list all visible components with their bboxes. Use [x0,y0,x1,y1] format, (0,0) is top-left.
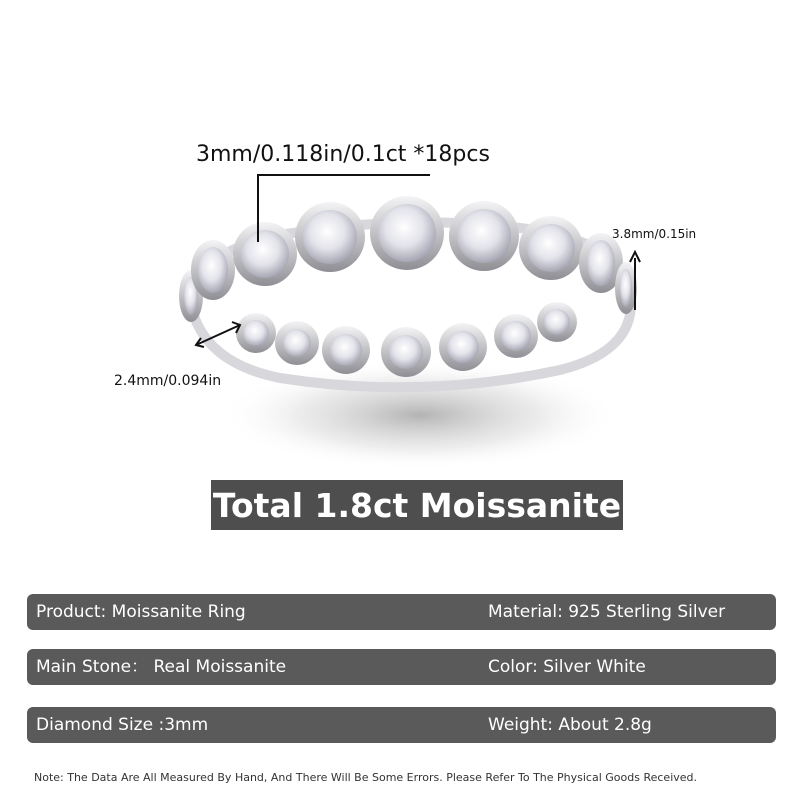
spec-row-size [27,707,776,743]
ring-height-label: 3.8mm/0.15in [612,227,697,241]
spec-weight: Weight: About 2.8g [488,715,652,735]
spec-row-product [27,594,776,630]
front-stones [179,196,637,322]
total-carat-banner: Total 1.8ct Moissanite [211,480,623,530]
spec-main-stone: Main Stone： Real Moissanite [36,657,287,677]
measurement-note: Note: The Data Are All Measured By Hand, And There Will Be Some Errors. Please Refer To The Physical Goods Received. [34,771,698,784]
spec-row-stone [27,649,776,685]
spec-diamond-size: Diamond Size :3mm [36,715,209,735]
spec-color: Color: Silver White [488,657,646,677]
spec-product: Product: Moissanite Ring [36,602,246,622]
spec-material: Material: 925 Sterling Silver [488,602,726,622]
band-width-label: 2.4mm/0.094in [114,373,222,389]
stone-size-label: 3mm/0.118in/0.1ct *18pcs [196,142,490,167]
back-stones [236,302,577,377]
